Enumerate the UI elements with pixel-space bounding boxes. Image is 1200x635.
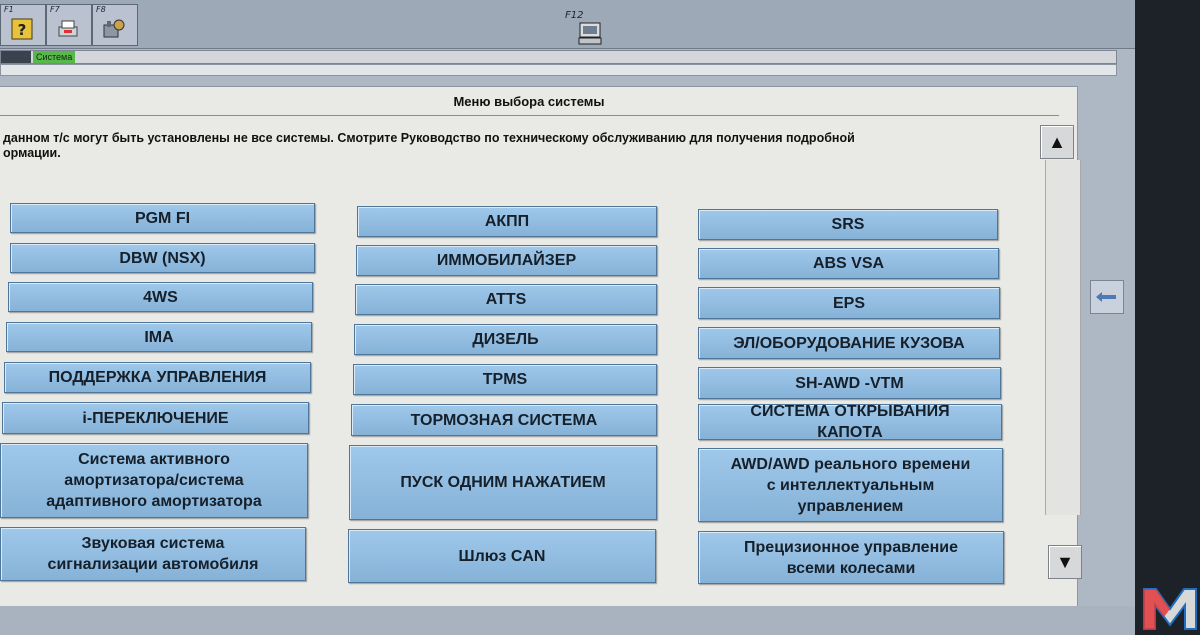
- notice-text: данном т/с могут быть установлены не все системы. Смотрите Руководство по техническому обслуживанию для получения подробной ормации.: [3, 131, 855, 160]
- status-bar: [0, 50, 1117, 64]
- page-title: Меню выбора системы: [453, 94, 605, 109]
- print-screen-icon[interactable]: [577, 20, 603, 46]
- f7-key-label: F7: [50, 5, 60, 14]
- system-button-dbw-nsx[interactable]: DBW (NSX): [10, 243, 315, 273]
- system-button-ima[interactable]: IMA: [6, 322, 312, 352]
- help-icon: [9, 17, 35, 41]
- svg-text:?: ?: [17, 21, 27, 39]
- system-button-vehicle-sound[interactable]: Звуковая система сигнализации автомобиля: [0, 527, 306, 581]
- system-button-push-start[interactable]: ПУСК ОДНИМ НАЖАТИЕМ: [349, 445, 657, 520]
- f12-key-label: F12: [565, 10, 584, 21]
- back-button[interactable]: [1090, 280, 1124, 314]
- scrollbar-track[interactable]: [1045, 160, 1081, 515]
- system-button-active-damper[interactable]: Система активного амортизатора/система адаптивного амортизатора: [0, 443, 308, 518]
- system-button-can-gateway[interactable]: Шлюз CAN: [348, 529, 656, 583]
- f1-key-label: F1: [4, 5, 14, 14]
- system-button-srs[interactable]: SRS: [698, 209, 998, 240]
- help-button[interactable]: [0, 4, 46, 46]
- system-button-i-shift[interactable]: i-ПЕРЕКЛЮЧЕНИЕ: [2, 402, 309, 434]
- tools-icon: [101, 17, 127, 41]
- progress-bar: [0, 64, 1117, 76]
- tools-button[interactable]: [92, 4, 138, 46]
- title-divider: [0, 115, 1059, 116]
- system-button-hood-opening[interactable]: СИСТЕМА ОТКРЫВАНИЯ КАПОТА: [698, 404, 1002, 440]
- print-icon: [55, 17, 81, 41]
- toolbar: [0, 0, 1135, 49]
- system-status-label: Система: [33, 51, 75, 63]
- system-button-atts[interactable]: ATTS: [355, 284, 657, 315]
- print-button[interactable]: [46, 4, 92, 46]
- scroll-up-button[interactable]: ▲: [1040, 125, 1074, 159]
- back-arrow-icon: [1096, 290, 1118, 304]
- bottom-bar: [0, 606, 1135, 635]
- system-button-abs-vsa[interactable]: ABS VSA: [698, 248, 999, 279]
- system-button-pgm-fi[interactable]: PGM FI: [10, 203, 315, 233]
- system-button-body-electrical[interactable]: ЭЛ/ОБОРУДОВАНИЕ КУЗОВА: [698, 327, 1000, 359]
- system-button-brake-system[interactable]: ТОРМОЗНАЯ СИСТЕМА: [351, 404, 657, 436]
- system-button-awd-realtime[interactable]: AWD/AWD реального времени с интеллектуальным управлением: [698, 448, 1003, 522]
- m-logo-icon: [1142, 585, 1198, 631]
- system-button-precision-all-wheel[interactable]: Прецизионное управление всеми колесами: [698, 531, 1004, 584]
- system-button-immobilizer[interactable]: ИММОБИЛАЙЗЕР: [356, 245, 657, 276]
- f8-key-label: F8: [96, 5, 106, 14]
- system-button-diesel[interactable]: ДИЗЕЛЬ: [354, 324, 657, 355]
- system-button-4ws[interactable]: 4WS: [8, 282, 313, 312]
- system-button-sh-awd-vtm[interactable]: SH-AWD -VTM: [698, 367, 1001, 399]
- scroll-down-button[interactable]: ▼: [1048, 545, 1082, 579]
- system-button-steering-support[interactable]: ПОДДЕРЖКА УПРАВЛЕНИЯ: [4, 362, 311, 393]
- system-button-automatic-transmission[interactable]: АКПП: [357, 206, 657, 237]
- system-button-eps[interactable]: EPS: [698, 287, 1000, 319]
- status-indicator: [1, 51, 31, 63]
- system-button-tpms[interactable]: TPMS: [353, 364, 657, 395]
